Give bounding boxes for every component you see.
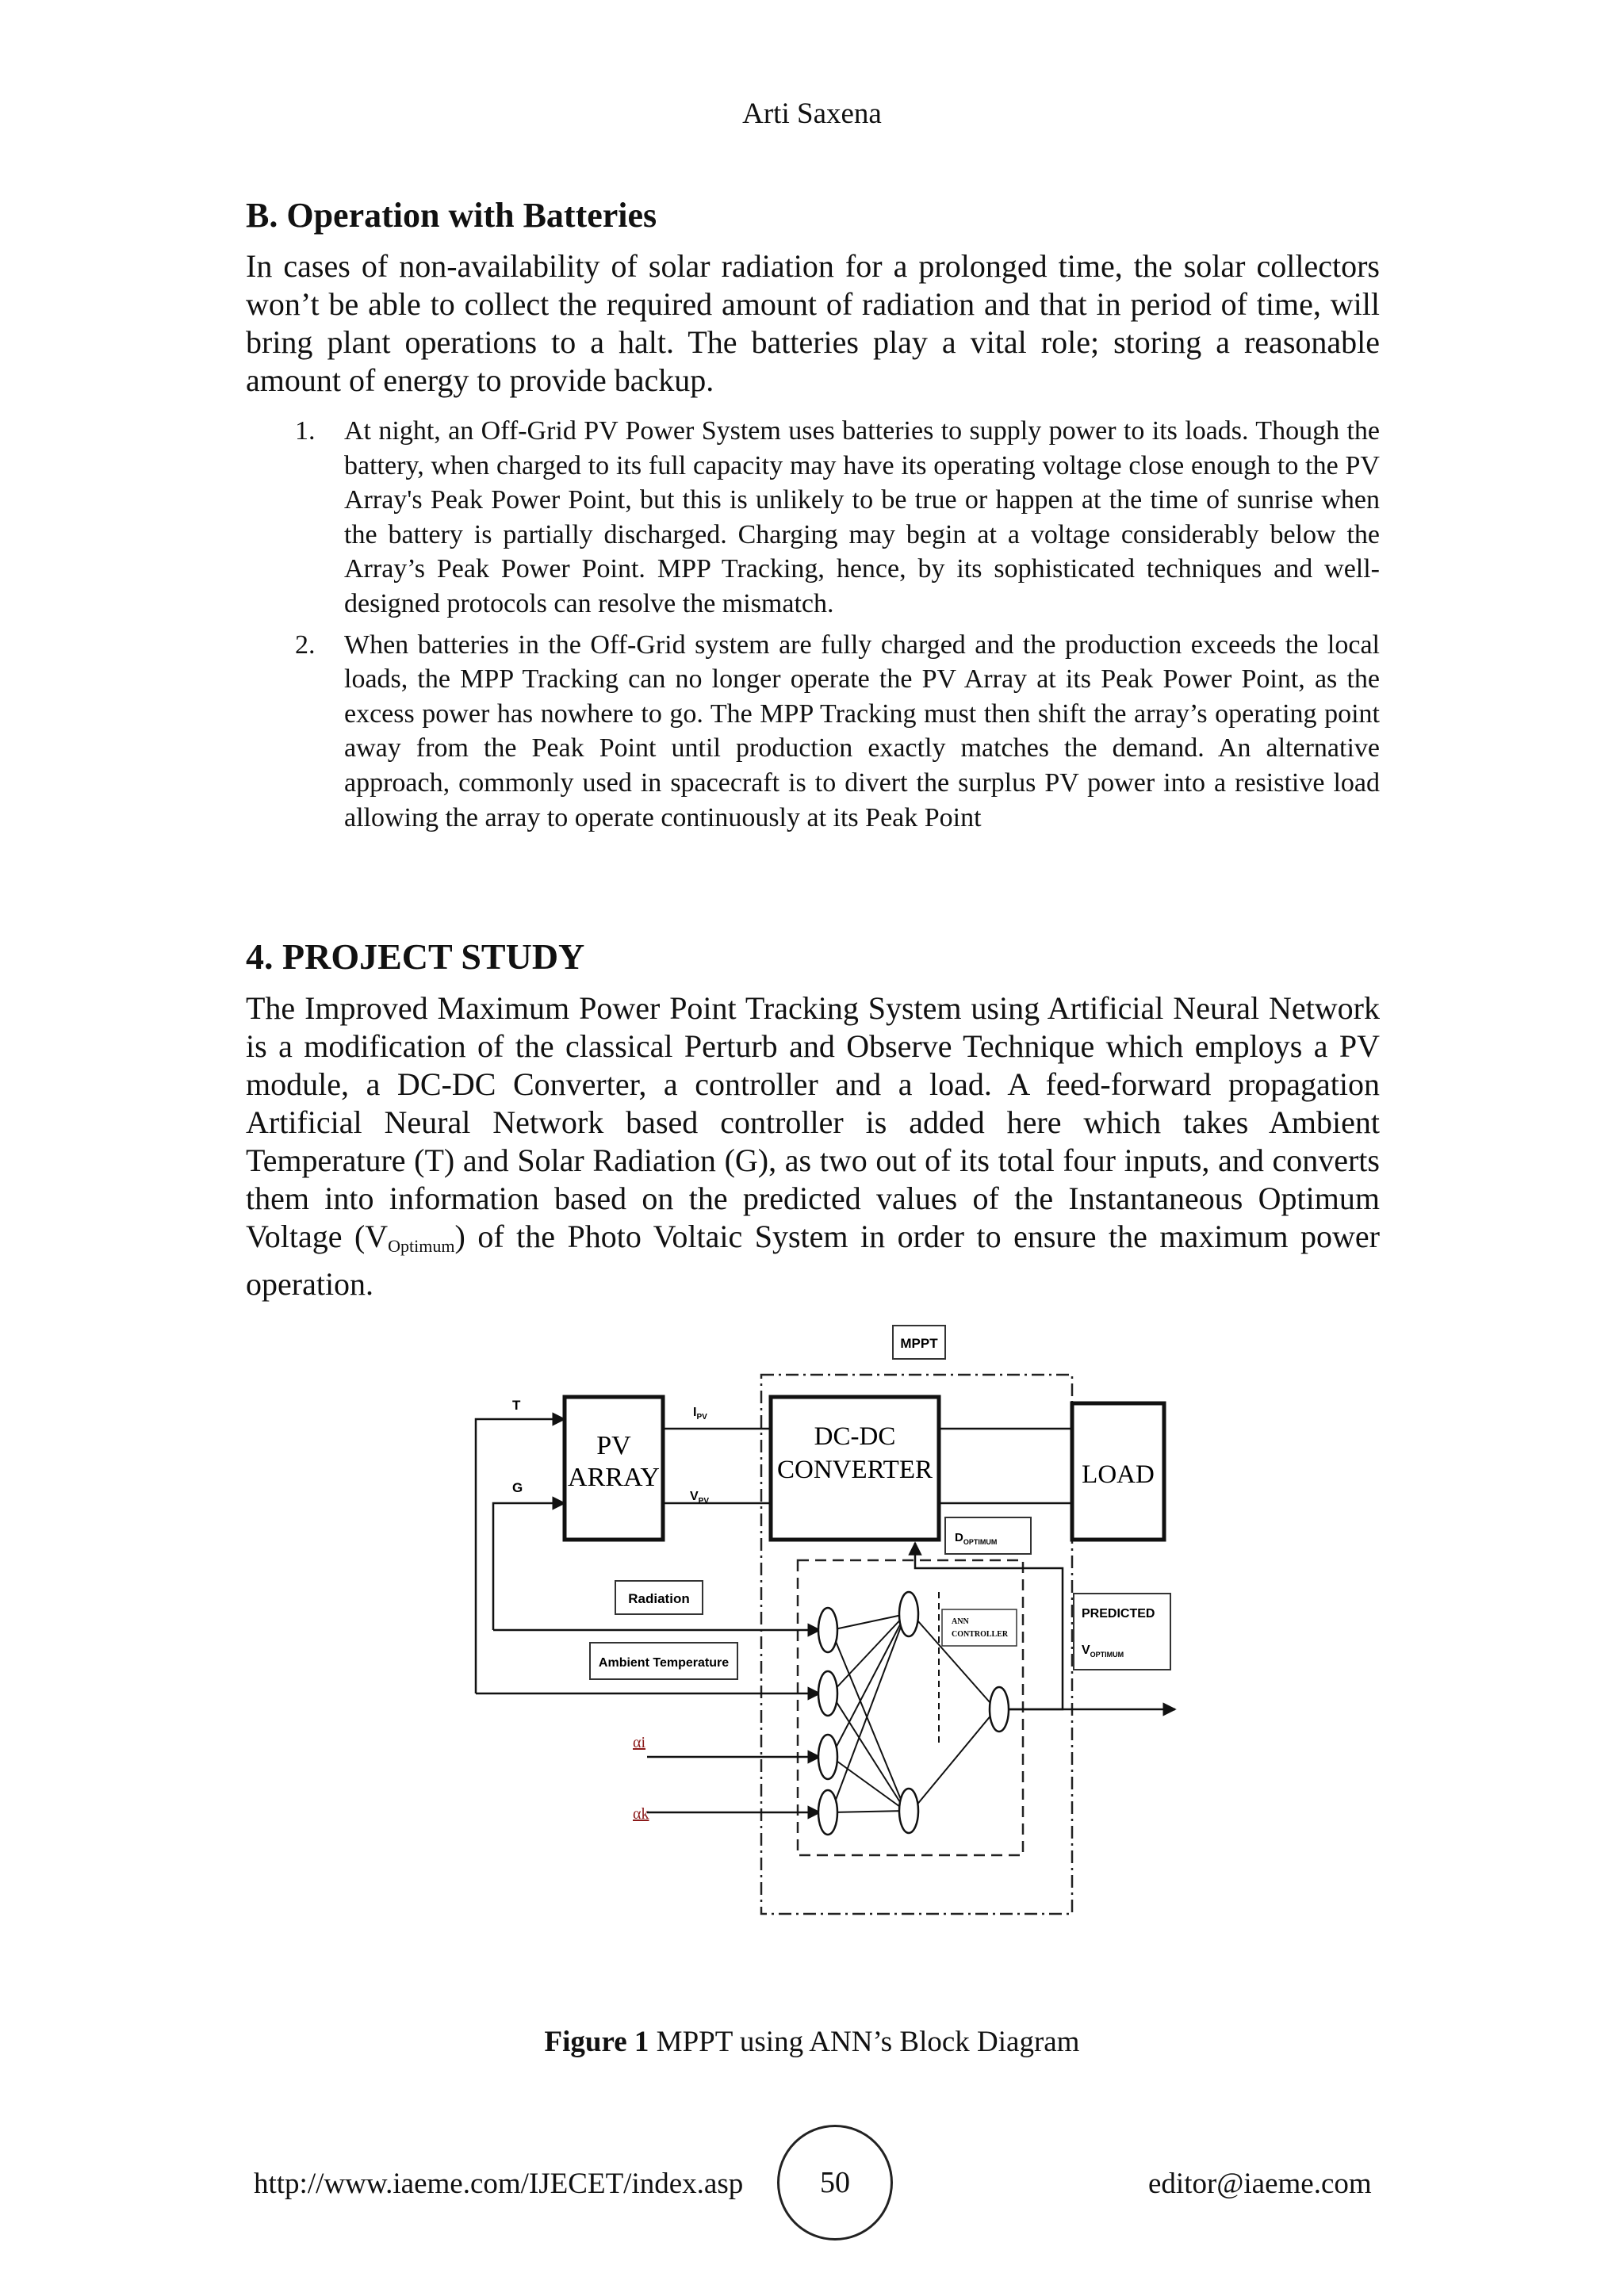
- paragraph-subscript: Optimum: [388, 1236, 455, 1256]
- load-label: LOAD: [1082, 1460, 1155, 1489]
- ann-controller-label-line2: CONTROLLER: [952, 1630, 1009, 1639]
- footer-url-link[interactable]: http://www.iaeme.com/IJECET/index.asp: [254, 2168, 744, 2200]
- list-item-text: When batteries in the Off-Grid system are fully charged and the production exceeds the local loads, the MPP Tracking can no longer operate the PV Array at its Peak Power Point, as the excess power has nowhere to go. The MPP Tracking must then shift the array’s operating point away from the Peak Point until production exactly matches the demand. An alternative approach, commonly used in spacecraft is to divert the surplus PV power into a resistive load allowing the array to operate continuously at its Peak Point: [344, 629, 1380, 832]
- section-heading-project-study: 4. PROJECT STUDY: [246, 936, 585, 977]
- ambient-label: Ambient Temperature: [598, 1656, 730, 1670]
- input-neuron: [818, 1790, 837, 1835]
- mppt-ann-block-diagram: [460, 1316, 1205, 1950]
- t-input-line: [476, 1419, 565, 1693]
- dcdc-label-line2: CONVERTER: [776, 1456, 933, 1484]
- t-input-label: T: [512, 1398, 521, 1413]
- input-neuron: [818, 1671, 837, 1716]
- output-neuron: [990, 1687, 1009, 1732]
- list-item: [246, 414, 1380, 622]
- alpha-k-label: αk: [633, 1805, 649, 1823]
- g-input-label: G: [512, 1480, 523, 1495]
- page-number: 50: [820, 2166, 850, 2199]
- alpha-i-label: αi: [633, 1734, 646, 1751]
- paragraph-text-before: The Improved Maximum Power Point Tracking System using Artificial Neural Network is a modification of the classical Perturb and Observe Technique which employs a PV module, a DC-DC Converter, a controller and a load. A feed-forward propagation Artificial Neural Network based controller is added here which takes Ambient Temperature (T) and Solar Radiation (G), as two out of its total four inputs, and converts them into information based on the predicted values of the Instantaneous Optimum Voltage (V: [246, 990, 1380, 1254]
- d-optimum-label: $D_{OPTIMUM}$: [955, 1531, 998, 1546]
- footer-email-link[interactable]: editor@iaeme.com: [1148, 2168, 1372, 2200]
- ann-controller-label-box: [942, 1609, 1017, 1646]
- mppt-label: MPPT: [900, 1336, 938, 1351]
- ann-controller-label-line1: ANN: [952, 1617, 969, 1626]
- running-head-author: Arti Saxena: [742, 98, 882, 130]
- section-paragraph-project-study: [246, 989, 1380, 1303]
- pv-array-label-line2: ARRAY: [568, 1463, 660, 1492]
- pv-array-label-line1: PV: [596, 1431, 631, 1460]
- g-input-line: [493, 1503, 565, 1630]
- figure-caption: [0, 2025, 1624, 2059]
- page-number-badge: [777, 2125, 893, 2241]
- list-item-number: 2.: [295, 629, 316, 660]
- predicted-label: PREDICTED: [1082, 1607, 1155, 1621]
- numbered-list: [246, 414, 1380, 841]
- input-neuron: [818, 1735, 837, 1779]
- list-item-text: At night, an Off-Grid PV Power System uses batteries to supply power to its loads. Though the battery, when charged to its full capacity may have its operating voltage close enough to the PV Array's Peak Power Point, but this is unlikely to be true or happen at the time of sunrise when the battery is partially discharged. Charging may begin at a voltage considerably below the Array’s Peak Power Point. MPP Tracking, hence, by its sophisticated techniques and well-designed protocols can resolve the mismatch.: [344, 416, 1380, 618]
- list-item-number: 1.: [295, 416, 316, 446]
- radiation-label: Radiation: [628, 1591, 690, 1606]
- ipv-label: $I_{PV}$: [693, 1406, 707, 1422]
- v-optimum-label: $V_{OPTIMUM}$: [1082, 1644, 1124, 1659]
- section-paragraph-batteries: In cases of non-availability of solar radiation for a prolonged time, the solar collectors won’t be able to collect the required amount of radiation and that in period of time, will bring plant operations to a halt. The batteries play a vital role; storing a reasonable amount of energy to provide backup.: [246, 248, 1380, 398]
- dcdc-label-line1: DC-DC: [814, 1422, 896, 1451]
- figure-caption-label: Figure 1: [544, 2026, 649, 2058]
- paragraph-text-after: ) of the Photo Voltaic System in order to ensure the maximum power operation.: [246, 1219, 1380, 1302]
- vpv-label: $V_{PV}$: [690, 1490, 710, 1506]
- section-heading-operation-batteries: B. Operation with Batteries: [246, 196, 657, 235]
- hidden-neuron: [899, 1592, 918, 1636]
- list-item: [246, 628, 1380, 836]
- hidden-neuron: [899, 1789, 918, 1833]
- input-neuron: [818, 1608, 837, 1652]
- figure-caption-text: MPPT using ANN’s Block Diagram: [649, 2026, 1080, 2058]
